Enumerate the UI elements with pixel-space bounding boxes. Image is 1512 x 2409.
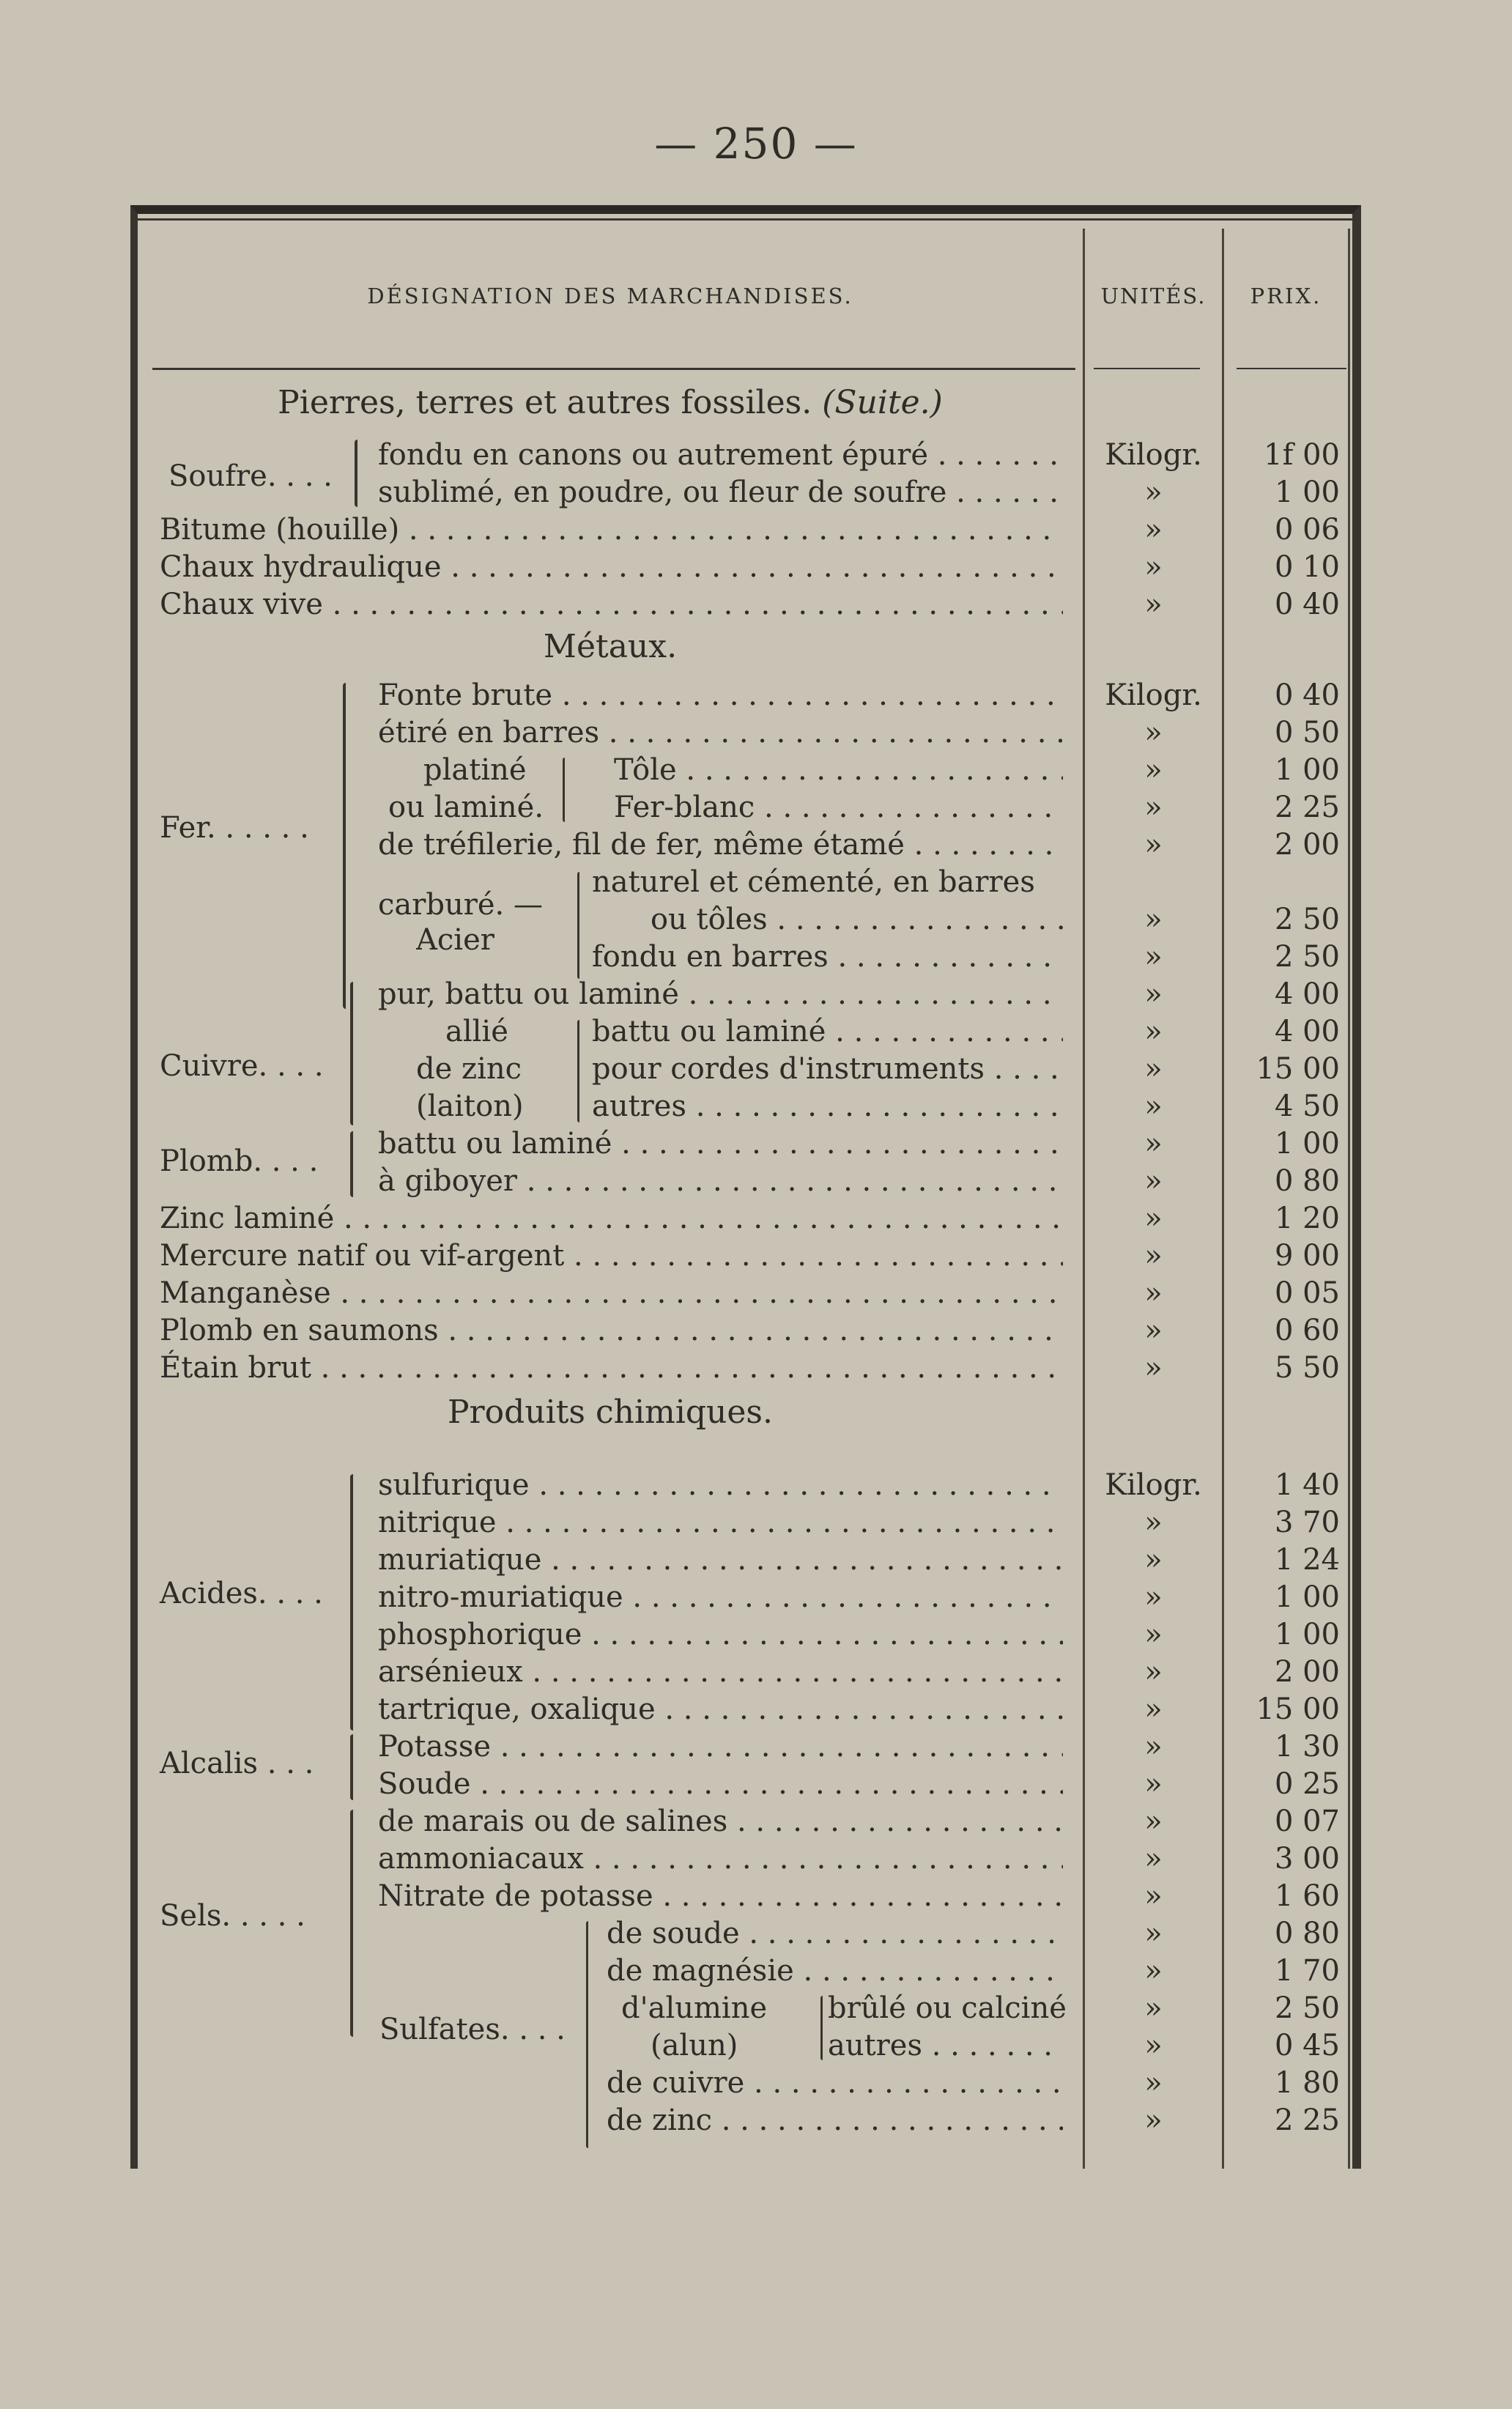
- table-row: nitro-muriatique . . . » 1 00: [138, 1579, 1368, 1616]
- table-row: tartrique, oxalique . . . » 15 00: [138, 1691, 1368, 1728]
- table-row: ammoniacaux . . . » 3 00: [138, 1840, 1368, 1877]
- label-alun: (alun): [651, 2029, 738, 2062]
- group-sulfates: Sulfates. . . .: [379, 2013, 566, 2046]
- group-alcalis: Alcalis . . .: [160, 1747, 314, 1780]
- group-cuivre: Cuivre. . . .: [160, 1049, 324, 1083]
- table-row: de magnésie . . . » 1 70: [138, 1953, 1368, 1989]
- table-row: Tôle . . . » 1 00: [138, 752, 1368, 788]
- table-row: pour cordes d'instruments . . . » 15 00: [138, 1051, 1368, 1087]
- label-de-zinc: de zinc: [416, 1052, 522, 1086]
- section-title-chimiques: Produits chimiques.: [448, 1394, 773, 1431]
- group-fer: Fer. . . . . .: [160, 811, 309, 845]
- table-row: de soude . . . » 0 80: [138, 1915, 1368, 1952]
- group-soufre: Soufre. . . .: [168, 459, 333, 493]
- table-row: Nitrate de potasse . . . » 1 60: [138, 1878, 1368, 1914]
- header-designation: DÉSIGNATION DES MARCHANDISES.: [367, 284, 853, 308]
- table-row: fondu en canons ou autrement épuré . . . Kilogr. 1f 00: [138, 437, 1368, 473]
- table-row: étiré en barres . . . » 0 50: [138, 714, 1368, 751]
- section-suite: (Suite.): [822, 384, 943, 421]
- table-row: sulfurique . . . Kilogr. 1 40: [138, 1467, 1368, 1503]
- table-row: Chaux vive . . . » 0 40: [138, 586, 1368, 623]
- table-row: Manganèse . . . » 0 05: [138, 1275, 1368, 1311]
- table-row: Chaux hydraulique . . . » 0 10: [138, 549, 1368, 585]
- table-row: Soude . . . » 0 25: [138, 1766, 1368, 1802]
- table-row: muriatique . . . » 1 24: [138, 1542, 1368, 1578]
- table-row: de zinc . . . » 2 25: [138, 2102, 1368, 2139]
- label-laiton: (laiton): [416, 1089, 524, 1123]
- table-row: ou tôles . . . » 2 50: [138, 901, 1368, 938]
- table-row: nitrique . . . » 3 70: [138, 1504, 1368, 1541]
- group-sels: Sels. . . . .: [160, 1899, 305, 1933]
- table-row: phosphorique . . . » 1 00: [138, 1616, 1368, 1653]
- label-ou-lamine: ou laminé.: [388, 791, 544, 824]
- table-row: Mercure natif ou vif-argent . . . » 9 00: [138, 1237, 1368, 1274]
- header-prix: PRIX.: [1250, 284, 1322, 308]
- table-row: Fonte brute . . . Kilogr. 0 40: [138, 677, 1368, 714]
- section-title-metaux: Métaux.: [543, 628, 678, 665]
- group-acides: Acides. . . .: [160, 1577, 323, 1610]
- table-row: naturel et cémenté, en barres: [592, 865, 1035, 899]
- header-rule: [152, 368, 1075, 370]
- group-plomb: Plomb. . . .: [160, 1144, 319, 1178]
- section-title-pierres: Pierres, terres et autres fossiles. (Suite.): [278, 384, 943, 421]
- table-row: de cuivre . . . » 1 80: [138, 2065, 1368, 2101]
- table-row: à giboyer . . . » 0 80: [138, 1163, 1368, 1199]
- header-rule-price: [1237, 368, 1346, 369]
- table-row: de tréfilerie, fil de fer, même étamé . . . » 2 00: [138, 826, 1368, 863]
- label-platine: platiné: [423, 753, 527, 787]
- merchandise-table: [130, 205, 1361, 2169]
- table-row: pur, battu ou laminé . . . » 4 00: [138, 976, 1368, 1013]
- table-row: Étain brut . . . » 5 50: [138, 1350, 1368, 1386]
- page-number: — 250 —: [654, 119, 858, 169]
- table-row: Fer-blanc . . . » 2 25: [138, 789, 1368, 826]
- header-unites: UNITÉS.: [1100, 284, 1207, 308]
- table-row: brûlé ou calciné » 2 50: [828, 1991, 1340, 2025]
- table-row: sublimé, en poudre, ou fleur de soufre . . . » 1 00: [138, 474, 1368, 511]
- table-row: battu ou laminé . . . » 1 00: [138, 1125, 1368, 1162]
- header-rule-units: [1094, 368, 1200, 369]
- table-row: autres . . . » 0 45: [138, 2027, 1368, 2064]
- label-carbure: carburé. —: [378, 888, 543, 922]
- label-alumine: d'alumine: [621, 1991, 768, 2025]
- table-row: arsénieux . . . » 2 00: [138, 1654, 1368, 1690]
- table-row: fondu en barres . . . » 2 50: [138, 939, 1368, 975]
- table-row: Plomb en saumons . . . » 0 60: [138, 1312, 1368, 1349]
- table-row: Bitume (houille) . . . » 0 06: [138, 511, 1368, 548]
- label-allie: allié: [445, 1015, 508, 1048]
- table-row: battu ou laminé . . . » 4 00: [138, 1013, 1368, 1050]
- table-top-rule: [138, 218, 1352, 221]
- table-row: de marais ou de salines . . . » 0 07: [138, 1803, 1368, 1840]
- label-acier: Acier: [416, 923, 494, 957]
- table-row: Zinc laminé . . . » 1 20: [138, 1200, 1368, 1237]
- table-row: autres . . . » 4 50: [138, 1088, 1368, 1125]
- table-row: Potasse . . . » 1 30: [138, 1728, 1368, 1765]
